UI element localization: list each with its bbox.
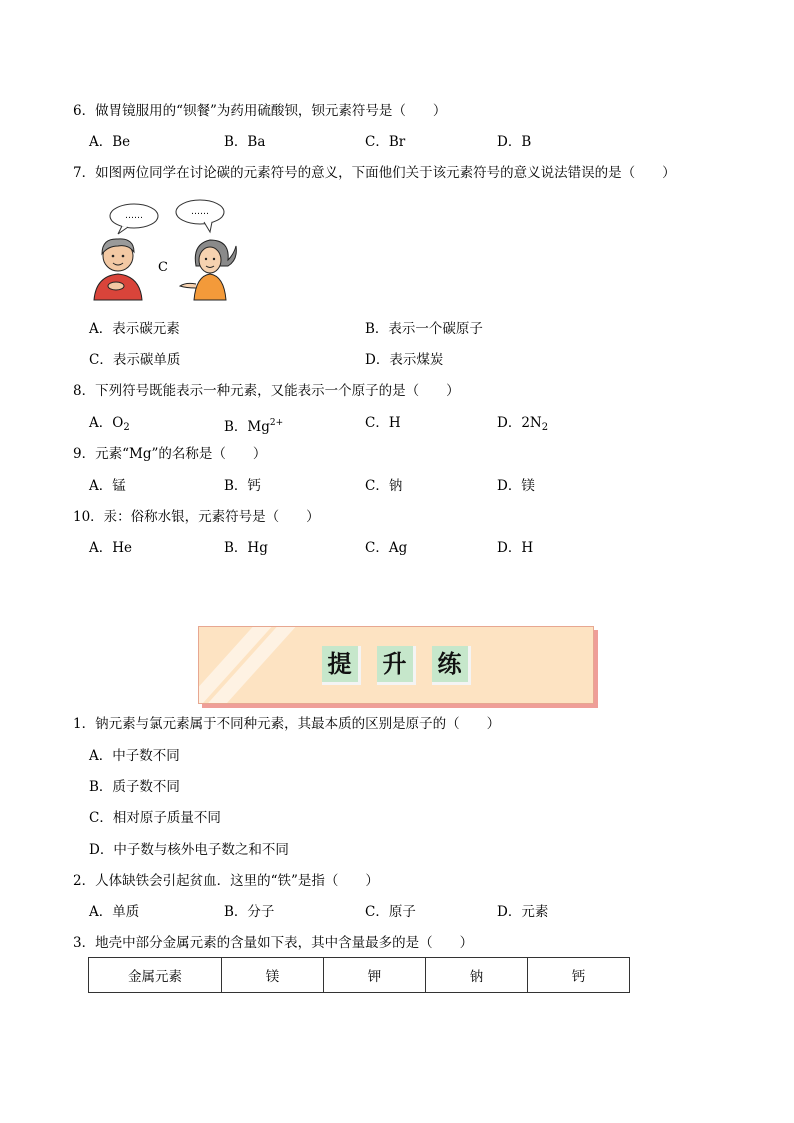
question-6-option-d[interactable]: D．B [497, 134, 532, 150]
option-b-superscript: 2+ [269, 418, 284, 428]
students-discussion-illustration [88, 196, 240, 302]
table-header-cell: 金属元素 [89, 958, 222, 993]
option-a-subscript: 2 [123, 422, 130, 433]
option-d-subscript: 2 [541, 422, 549, 433]
question-7-illustration [88, 196, 240, 302]
question-8-option-b[interactable] [224, 414, 283, 436]
table-cell: 钙 [528, 958, 630, 993]
question-9-option-b[interactable]: B．钙 [224, 478, 261, 494]
question-8-option-a[interactable] [89, 414, 130, 437]
table-cell: 镁 [222, 958, 324, 993]
question-10-option-d[interactable]: D．H [497, 540, 534, 556]
bubble-right-text: …… [191, 207, 209, 217]
question-7-option-a[interactable]: A．表示碳元素 [89, 321, 180, 337]
practice-question-2-option-a[interactable]: A．单质 [89, 904, 140, 920]
practice-question-2-option-c[interactable]: C．原子 [365, 904, 416, 920]
question-8-option-d[interactable] [497, 414, 548, 437]
question-6-stem: 6．做胃镜服用的“钡餐”为药用硫酸钡，钡元素符号是（ ） [73, 103, 447, 119]
question-7-option-d[interactable]: D．表示煤炭 [365, 352, 444, 368]
practice-question-1-option-b[interactable]: B．质子数不同 [89, 779, 180, 795]
speech-bubble-left [110, 204, 158, 234]
table-cell: 钾 [324, 958, 426, 993]
table-row [89, 958, 630, 993]
question-10-option-a[interactable]: A．He [89, 540, 133, 556]
question-6-option-a[interactable]: A．Be [89, 134, 131, 150]
option-b-formula: B．Mg [224, 419, 270, 435]
practice-question-1-option-a[interactable]: A．中子数不同 [89, 748, 180, 764]
question-6-option-b[interactable]: B．Ba [224, 134, 266, 150]
bubble-left-text: …… [125, 211, 143, 221]
section-banner [198, 626, 594, 704]
question-7-option-c[interactable]: C．表示碳单质 [89, 352, 181, 368]
banner-char-1: 提 [322, 646, 361, 685]
banner-char-2: 升 [377, 646, 416, 685]
metal-content-table [88, 957, 630, 993]
question-9-stem: 9．元素“Mg”的名称是（ ） [73, 446, 267, 462]
boy-student-icon [94, 239, 142, 300]
question-9-option-a[interactable]: A．锰 [89, 478, 126, 494]
practice-question-1-option-d[interactable]: D．中子数与核外电子数之和不同 [89, 842, 289, 858]
practice-question-1-stem: 1．钠元素与氯元素属于不同种元素，其最本质的区别是原子的（ ） [73, 716, 501, 732]
question-7-stem: 7．如图两位同学在讨论碳的元素符号的意义，下面他们关于该元素符号的意义说法错误的是（ ） [73, 165, 676, 181]
banner-char-3: 练 [432, 646, 471, 685]
practice-question-2-stem: 2．人体缺铁会引起贫血．这里的“铁”是指（ ） [73, 873, 379, 889]
girl-student-icon [180, 240, 236, 300]
option-d-formula: D．2N [497, 415, 542, 431]
banner-title [199, 646, 593, 685]
question-8-option-c[interactable]: C．H [365, 415, 401, 431]
option-a-formula: A．O [89, 415, 124, 431]
practice-question-1-option-c[interactable]: C．相对原子质量不同 [89, 810, 221, 826]
question-10-option-c[interactable]: C．Ag [365, 540, 408, 556]
question-9-option-d[interactable]: D．镁 [497, 478, 535, 494]
practice-question-3-stem: 3．地壳中部分金属元素的含量如下表，其中含量最多的是（ ） [73, 935, 474, 951]
question-7-option-b[interactable]: B．表示一个碳原子 [365, 321, 483, 337]
practice-question-2-option-b[interactable]: B．分子 [224, 904, 275, 920]
practice-question-2-option-d[interactable]: D．元素 [497, 904, 549, 920]
question-8-stem: 8．下列符号既能表示一种元素，又能表示一个原子的是（ ） [73, 383, 460, 399]
question-10-stem: 10．汞：俗称水银，元素符号是（ ） [73, 509, 320, 525]
question-6-option-c[interactable]: C．Br [365, 134, 406, 150]
element-symbol-label: C [158, 260, 168, 275]
table-cell: 钠 [426, 958, 528, 993]
question-9-option-c[interactable]: C．钠 [365, 478, 403, 494]
question-10-option-b[interactable]: B．Hg [224, 540, 268, 556]
speech-bubble-right [176, 200, 224, 232]
